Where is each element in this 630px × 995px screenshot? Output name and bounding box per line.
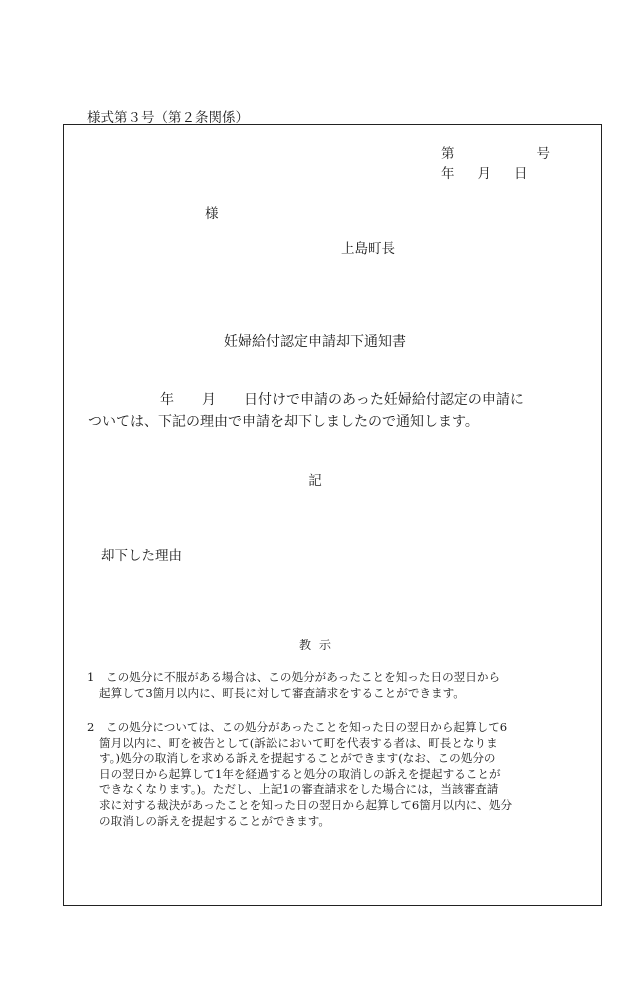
note-2-line-5: できなくなります。)。ただし、上記1の審査請求をした場合には，当該審査請: [99, 782, 499, 797]
note-1-line-2: 起算して3箇月以内に、町長に対して審査請求をすることができます。: [99, 685, 465, 700]
issue-date: [441, 162, 528, 182]
rejection-reason-label: 却下した理由: [101, 548, 182, 564]
sender: 上島町長: [341, 241, 395, 257]
form-label: 様式第３号（第２条関係）: [87, 110, 249, 126]
note-2-line-1: 2 この処分については、この処分があったことを知った日の翌日から起算して6: [87, 720, 508, 734]
note-2-line-3: す。)処分の取消しを求める訴えを提起することができます(なお、この処分の: [99, 751, 496, 766]
date-day: 日: [514, 166, 528, 182]
body-month: 月: [202, 392, 216, 408]
addressee: 様: [205, 206, 219, 222]
document-number: [441, 142, 550, 162]
body-line-1-rest: 日付けで申請のあった妊婦給付認定の申請に: [244, 392, 524, 408]
document-number-suffix: 号: [536, 146, 550, 162]
body-line-2: ついては、下記の理由で申請を却下しましたので通知します。: [88, 414, 479, 430]
document-title: 妊婦給付認定申請却下通知書: [224, 334, 406, 350]
note-2: [87, 720, 557, 829]
date-year: 年: [441, 166, 455, 182]
note-1-line-1: 1 この処分に不服がある場合は、この処分があったことを知った日の翌日から: [87, 670, 501, 684]
body-line-1: [88, 389, 558, 411]
note-1: [87, 670, 557, 701]
note-2-line-7: の取消しの訴えを提起することができます。: [99, 813, 330, 828]
ki-heading: 記: [308, 473, 322, 489]
body-paragraph: [88, 389, 558, 433]
document-number-prefix: 第: [441, 146, 455, 162]
date-month: 月: [477, 166, 491, 182]
note-2-line-6: 求に対する裁決があったことを知った日の翌日から起算して6箇月以内に、処分: [99, 797, 513, 812]
body-year: 年: [160, 392, 174, 408]
note-2-line-2: 箇月以内に、町を被告として(訴訟において町を代表する者は、町長となりま: [99, 735, 498, 750]
note-2-line-4: 日の翌日から起算して1年を経過すると処分の取消しの訴えを提起することが: [99, 766, 501, 781]
kyoji-heading: 教示: [298, 638, 339, 652]
